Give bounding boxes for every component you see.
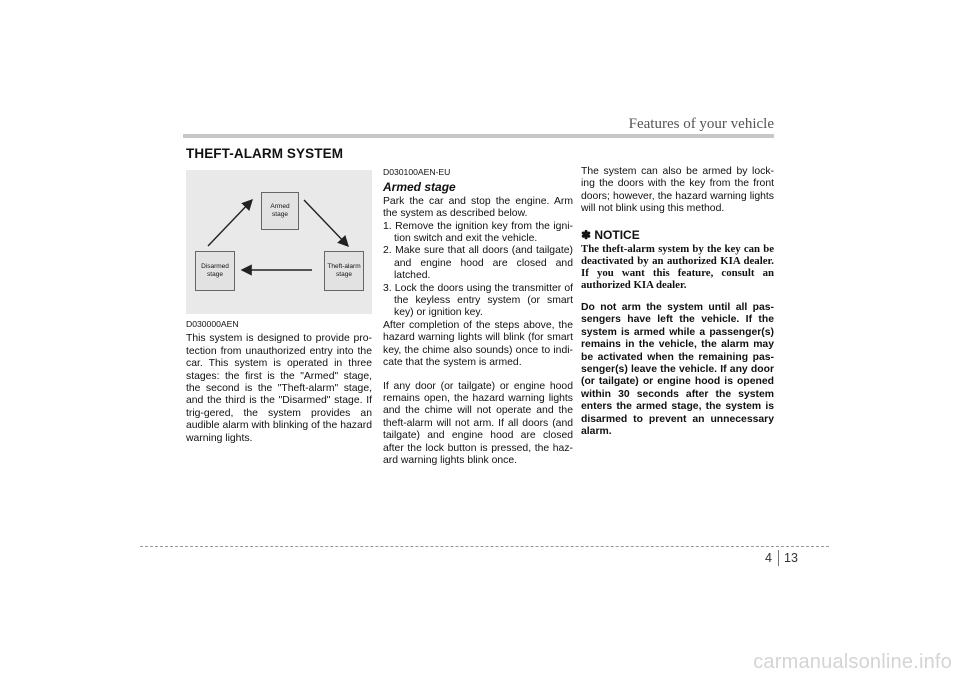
- notice-warning-text: Do not arm the system until all pas-sengers have left the vehicle. If the system is armed while a passenger(s) remains in the vehicle, the alarm may be activated when the remaining pas-senger(s) leave the vehicle. If any door (or tailgate) or engine hood is opened within 30 seconds after the system enters the armed stage, the system is disarmed to prevent an unnecessary alarm.: [581, 302, 774, 438]
- arrow-armed-to-theft: [304, 200, 348, 246]
- notice-title: ✽ NOTICE: [581, 227, 640, 242]
- armed-stage-heading: Armed stage: [383, 180, 456, 195]
- armed-stage-code: D030100AEN-EU: [383, 167, 451, 177]
- theft-alarm-stage-box: Theft-alarm stage: [324, 251, 364, 291]
- notice-dealer-text: The theft-alarm system by the key can be deactivated by an authorized KIA dealer. If you want this feature, consult an authorized KIA dealer.: [581, 243, 774, 292]
- chapter-number: 4: [765, 551, 772, 565]
- step-3: 3. Lock the doors using the transmitter of the keyless entry system (or smart key) or ignition key.: [383, 282, 573, 319]
- header-title: Features of your vehicle: [628, 116, 774, 132]
- column-1: [186, 170, 372, 445]
- armed-stage-box: Armed stage: [261, 192, 299, 230]
- watermark: carmanualsonline.info: [753, 651, 952, 673]
- key-arm-paragraph: The system can also be armed by lock-ing the doors with the key from the front doors; however, the hazard warning lights will not blink using this method.: [581, 166, 774, 215]
- armed-open-door-paragraph: If any door (or tailgate) or engine hood remains open, the hazard warning lights and the chime will not operate and the theft-alarm will not arm. If all doors (and tailgate) and engine hood are closed after the lock button is pressed, the haz-ard warning lights blink once.: [383, 380, 573, 466]
- column-3: [581, 166, 774, 439]
- step-2: 2. Make sure that all doors (and tailgate) and engine hood are closed and latched.: [383, 245, 573, 282]
- section-code: D030000AEN: [186, 319, 239, 329]
- intro-paragraph: This system is designed to provide pro-tection from unauthorized entry into the car. This system is operated in three stages: the first is the "Armed" stage, the second is the "Theft-alarm" stage, and the third is the "Disarmed" stage. If trig-gered, the system provides an audible alarm with blinking of the hazard warning lights.: [186, 333, 372, 444]
- page-number-separator: [778, 550, 779, 566]
- armed-steps: [383, 221, 573, 320]
- disarmed-stage-box: Disarmed stage: [195, 251, 235, 291]
- section-title: THEFT-ALARM SYSTEM: [186, 146, 344, 161]
- page-number: 13: [784, 551, 798, 565]
- armed-intro: Park the car and stop the engine. Arm the system as described below.: [383, 195, 573, 220]
- footer-rule: [140, 546, 829, 547]
- theft-alarm-diagram: [186, 170, 372, 314]
- arrow-disarmed-to-armed: [208, 200, 252, 246]
- header-rule: [183, 134, 774, 138]
- column-2: [383, 166, 573, 467]
- armed-after-steps: After completion of the steps above, the hazard warning lights will blink (for smart key, the chime also sounds) once to indi-cate that the system is armed.: [383, 319, 573, 369]
- step-1: 1. Remove the ignition key from the igni-tion switch and exit the vehicle.: [383, 220, 573, 245]
